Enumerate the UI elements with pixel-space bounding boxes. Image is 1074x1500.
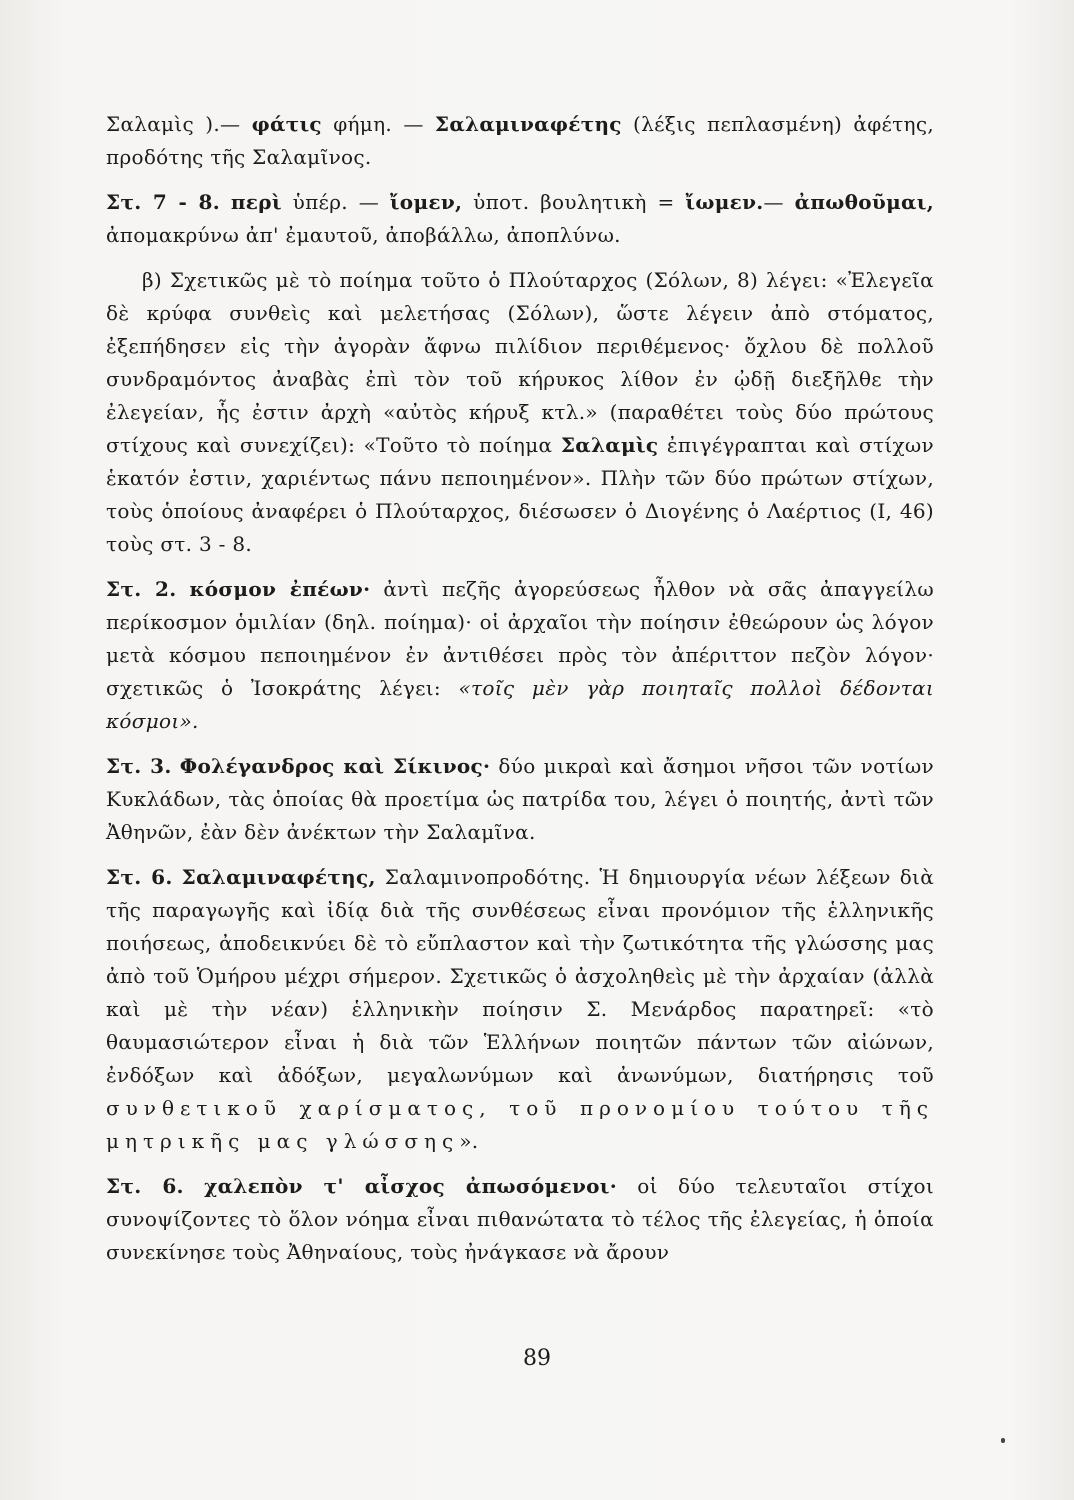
paragraph-salamis-gloss: Σαλαμὶς ).— φάτις φήμη. — Σαλαμιναφέτης (λέξις πεπλασμένη) ἀφέτης, προδότης τῆς Σαλαμῖνος.: [106, 112, 934, 169]
lemma-chalepon: χαλεπὸν τ' αἶσχος ἀπωσόμενοι·: [204, 1174, 618, 1198]
lemma-salamis: Σαλαμὶς: [560, 433, 659, 457]
paragraph-verse-3: Στ. 3. Φολέγανδρος καὶ Σίκινος· δύο μικραὶ καὶ ἄσημοι νῆσοι τῶν νοτίων Κυκλάδων, τὰς ὁποίας θὰ προετίμα ὡς πατρίδα του, λέγει ὁ ποιητής, ἀντὶ τῶν Ἀθηνῶν, ἐὰν δὲν ἀνέκτων τὴν Σαλαμῖνα.: [106, 754, 934, 844]
lemma-salaminafetis: Σαλαμιναφέτης: [434, 112, 622, 136]
paragraph-plutarch: β) Σχετικῶς μὲ τὸ ποίημα τοῦτο ὁ Πλούταρχος (Σόλων, 8) λέγει: «Ἐλεγεῖα δὲ κρύφα συνθεὶς καὶ μελετήσας (Σόλων), ὥστε λέγειν ἀπὸ στόματος, ἐξεπήδησεν εἰς τὴν ἀγορὰν ἄφνω πιλίδιον περιθέμενος· ὄχλου δὲ πολλοῦ συνδραμόντος ἀναβὰς ἐπὶ τὸν τοῦ κήρυκος λίθον ἐν ᾠδῇ διεξῆλθε τὴν ἐλεγείαν, ἧς ἐστιν ἀρχὴ «αὐτὸς κήρυξ κτλ.» (παραθέτει τοὺς δύο πρώτους στίχους καὶ συνεχίζει): «Τοῦτο τὸ ποίημα Σαλαμὶς ἐπιγέγραπται καὶ στίχων ἑκατόν ἐστιν, χαριέντως πάνυ πεποιημένον». Πλὴν τῶν δύο πρώτων στίχων, τοὺς ὁποίους ἀναφέρει ὁ Πλούταρχος, διέσωσεν ὁ Διογένης ὁ Λαέρτιος (I, 46) τοὺς στ. 3 - 8.: [106, 268, 934, 556]
lemma-iomen-subj: ἴωμεν.: [685, 190, 764, 214]
isocrates-quote: «τοῖς μὲν γὰρ ποιηταῖς πολλοὶ δέδονται κόσμοι».: [106, 676, 934, 733]
lemma-iomen: ἴομεν,: [389, 190, 463, 214]
lemma-kosmon-epeon: κόσμον ἐπέων·: [189, 577, 371, 601]
paragraph-verse-6b: Στ. 6. χαλεπὸν τ' αἶσχος ἀπωσόμενοι· οἱ δύο τελευταῖοι στίχοι συνοψίζοντες τὸ ὅλον νόημα εἶναι πιθανώτατα τὸ τέλος τῆς ἐλεγείας, ἡ ὁποία συνεκίνησε τοὺς Ἀθηναίους, τοὺς ἠνάγκασε νὰ ἄρουν: [106, 1174, 935, 1264]
paragraph-verse-2: Στ. 2. κόσμον ἐπέων· ἀντὶ πεζῆς ἀγορεύσεως ἦλθον νὰ σᾶς ἀπαγγείλω περίκοσμον ὁμιλίαν (δηλ. ποίημα)· οἱ ἀρχαῖοι τὴν ποίησιν ἐθεώρουν ὡς λόγον μετὰ κόσμου πεποιημένον ἐν ἀντιθέσει πρὸς τὸν ἀπέριττον πεζὸν λόγον· σχετικῶς ὁ Ἰσοκράτης λέγει: «τοῖς μὲν γὰρ ποιηταῖς πολλοὶ δέδονται κόσμοι».: [106, 577, 934, 733]
verse-ref: Στ. 6.: [106, 865, 173, 889]
verse-ref: Στ. 2.: [106, 577, 177, 601]
verse-ref: Στ. 3.: [106, 754, 172, 778]
lemma-apothoumai: ἀπωθοῦμαι,: [794, 190, 934, 214]
spaced-emphasis: συνθετικοῦ χαρίσματος, τοῦ προνομίου τούτου τῆς μητρικῆς μας γλώσσης: [106, 1096, 934, 1153]
lemma-folegandros: Φολέγανδρος καὶ Σίκινος·: [179, 754, 491, 778]
ink-speck: [1001, 1438, 1005, 1443]
verse-ref: Στ. 6.: [106, 1174, 184, 1198]
text-column: [106, 108, 934, 1269]
lemma-salaminafetis: Σαλαμιναφέτης,: [181, 865, 376, 889]
lemma-peri: περὶ: [230, 190, 282, 214]
page-number: 89: [523, 1346, 551, 1371]
paragraph-verse-6a: Στ. 6. Σαλαμιναφέτης, Σαλαμινοπροδότης. Ἡ δημιουργία νέων λέξεων διὰ τῆς παραγωγῆς καὶ ἰδίᾳ διὰ τῆς συνθέσεως εἶναι προνόμιον τῆς ἑλληνικῆς ποιήσεως, ἀποδεικνύει δὲ τὸ εὔπλαστον καὶ τὴν ζωτικότητα τῆς γλώσσης μας ἀπὸ τοῦ Ὁμήρου μέχρι σήμερον. Σχετικῶς ὁ ἀσχοληθεὶς μὲ τὴν ἀρχαίαν (ἀλλὰ καὶ μὲ τὴν νέαν) ἑλληνικὴν ποίησιν Σ. Μενάρδος παρατηρεῖ: «τὸ θαυμασιώτερον εἶναι ἡ διὰ τῶν Ἑλλήνων ποιητῶν πάντων τῶν αἰώνων, ἐνδόξων καὶ ἀδόξων, μεγαλωνύμων καὶ ἀνωνύμων, διατήρησις τοῦ συνθετικοῦ χαρίσματος, τοῦ προνομίου τούτου τῆς μητρικῆς μας γλώσσης».: [106, 865, 935, 1153]
lemma-fatis: φάτις: [251, 112, 322, 136]
paragraph-verses-7-8: Στ. 7 - 8. περὶ ὑπέρ. — ἴομεν, ὑποτ. βουλητικὴ = ἴωμεν.— ἀπωθοῦμαι, ἀπομακρύνω ἀπ' ἐμαυτοῦ, ἀποβάλλω, ἀποπλύνω.: [106, 190, 934, 247]
verse-ref: Στ. 7 - 8.: [106, 190, 221, 214]
